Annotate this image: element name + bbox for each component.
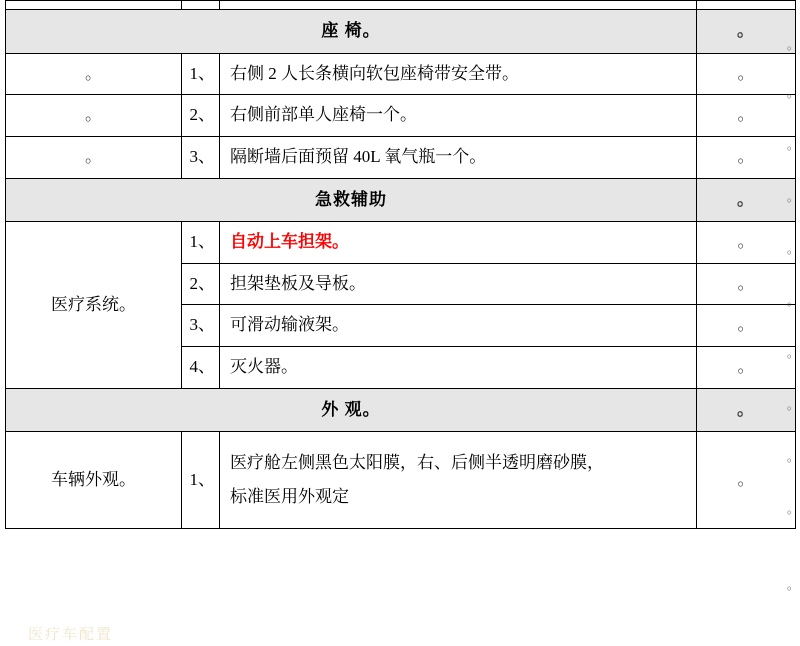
section-header-first-aid-label: 急救辅助 — [315, 189, 387, 209]
mark-glyph: 。 — [737, 315, 755, 335]
row-mark — [697, 347, 796, 389]
group-label-medical-system-text: 医疗系统。 — [51, 294, 136, 314]
table-row-section-header-appearance — [6, 388, 796, 432]
table-row — [6, 136, 796, 178]
mark-glyph: 。 — [85, 63, 102, 83]
row-text — [220, 347, 697, 389]
section-header-seats-label: 座 椅。 — [321, 21, 381, 40]
cell-blank-top-mark — [697, 1, 796, 10]
row-text-line-1: 医疗舱左侧黑色太阳膜，右、后侧半透明磨砂膜， — [230, 453, 604, 473]
row-mark — [697, 263, 796, 305]
row-number-label: 3、 — [189, 146, 215, 166]
cell-blank-top-text — [220, 1, 697, 10]
table-row-partial-top — [6, 1, 796, 10]
mark-glyph: 。 — [737, 21, 755, 40]
row-mark — [697, 53, 796, 95]
edge-mark: 。 — [786, 346, 799, 360]
mark-glyph: 。 — [737, 189, 755, 209]
row-number-label: 1、 — [189, 232, 215, 252]
row-number-label: 2、 — [189, 273, 215, 293]
group-label-vehicle-appearance — [6, 432, 182, 529]
row-number-label: 2、 — [189, 105, 215, 125]
row-number — [182, 222, 220, 264]
section-header-appearance-label: 外 观。 — [321, 399, 381, 419]
mark-glyph: 。 — [737, 232, 755, 252]
row-text — [220, 95, 697, 137]
group-label-vehicle-appearance-text: 车辆外观。 — [51, 470, 136, 490]
row-number — [182, 263, 220, 305]
row-mark — [697, 95, 796, 137]
group-label-medical-system — [6, 222, 182, 389]
row-text-label-highlighted: 自动上车担架。 — [230, 232, 349, 252]
row-mark — [697, 305, 796, 347]
mark-glyph: 。 — [737, 470, 755, 490]
row-number — [182, 95, 220, 137]
row-mark — [697, 136, 796, 178]
edge-mark: 。 — [786, 138, 799, 152]
cell-blank-top-num — [182, 1, 220, 10]
edge-mark: 。 — [786, 242, 799, 256]
row-number-label: 1、 — [189, 470, 215, 490]
mark-glyph: 。 — [85, 105, 102, 125]
row-number-label: 3、 — [189, 315, 215, 335]
section-header-appearance — [6, 388, 697, 432]
row-text — [220, 432, 697, 529]
cell-blank-top-left — [6, 1, 182, 10]
edge-mark: 。 — [786, 450, 799, 464]
watermark: 医疗车配置 — [28, 626, 114, 643]
row-number — [182, 136, 220, 178]
row-text-block — [220, 432, 696, 528]
table-row-section-header-first-aid — [6, 178, 796, 222]
row-text-label: 灭火器。 — [230, 357, 298, 377]
row-label-blank — [6, 53, 182, 95]
section-header-seats — [6, 10, 697, 54]
mark-glyph: 。 — [737, 63, 755, 83]
row-text-line-2: 标准医用外观定 — [230, 487, 349, 507]
edge-mark: 。 — [786, 578, 799, 592]
table-row — [6, 95, 796, 137]
edge-mark: 。 — [786, 398, 799, 412]
row-text-label: 隔断墙后面预留 40L 氧气瓶一个。 — [230, 146, 487, 166]
edge-mark: 。 — [786, 190, 799, 204]
edge-mark: 。 — [786, 294, 799, 308]
row-number — [182, 53, 220, 95]
row-label-blank — [6, 95, 182, 137]
edge-mark: 。 — [786, 86, 799, 100]
mark-glyph: 。 — [85, 146, 102, 166]
row-text — [220, 136, 697, 178]
row-text-label: 担架垫板及导板。 — [230, 273, 366, 293]
row-number — [182, 305, 220, 347]
row-text-label: 右侧 2 人长条横向软包座椅带安全带。 — [230, 63, 519, 83]
row-number-label: 1、 — [189, 63, 215, 83]
row-text-label: 右侧前部单人座椅一个。 — [230, 105, 417, 125]
row-text — [220, 222, 697, 264]
section-header-appearance-mark — [697, 388, 796, 432]
table-row-section-header-seats — [6, 10, 796, 54]
mark-glyph: 。 — [737, 399, 755, 419]
row-text — [220, 263, 697, 305]
row-text — [220, 53, 697, 95]
table-row — [6, 432, 796, 529]
row-number — [182, 347, 220, 389]
row-label-blank — [6, 136, 182, 178]
edge-mark-column — [786, 0, 800, 646]
mark-glyph: 。 — [737, 273, 755, 293]
row-number-label: 4、 — [189, 357, 215, 377]
mark-glyph: 。 — [737, 357, 755, 377]
mark-glyph: 。 — [737, 105, 755, 125]
section-header-seats-mark — [697, 10, 796, 54]
section-header-first-aid — [6, 178, 697, 222]
edge-mark: 。 — [786, 38, 799, 52]
configuration-table — [5, 0, 796, 529]
mark-glyph: 。 — [737, 146, 755, 166]
table-row — [6, 53, 796, 95]
row-number — [182, 432, 220, 529]
edge-mark: 。 — [786, 502, 799, 516]
row-mark — [697, 432, 796, 529]
table-row — [6, 222, 796, 264]
row-mark — [697, 222, 796, 264]
section-header-first-aid-mark — [697, 178, 796, 222]
row-text-label: 可滑动输液架。 — [230, 315, 349, 335]
row-text — [220, 305, 697, 347]
